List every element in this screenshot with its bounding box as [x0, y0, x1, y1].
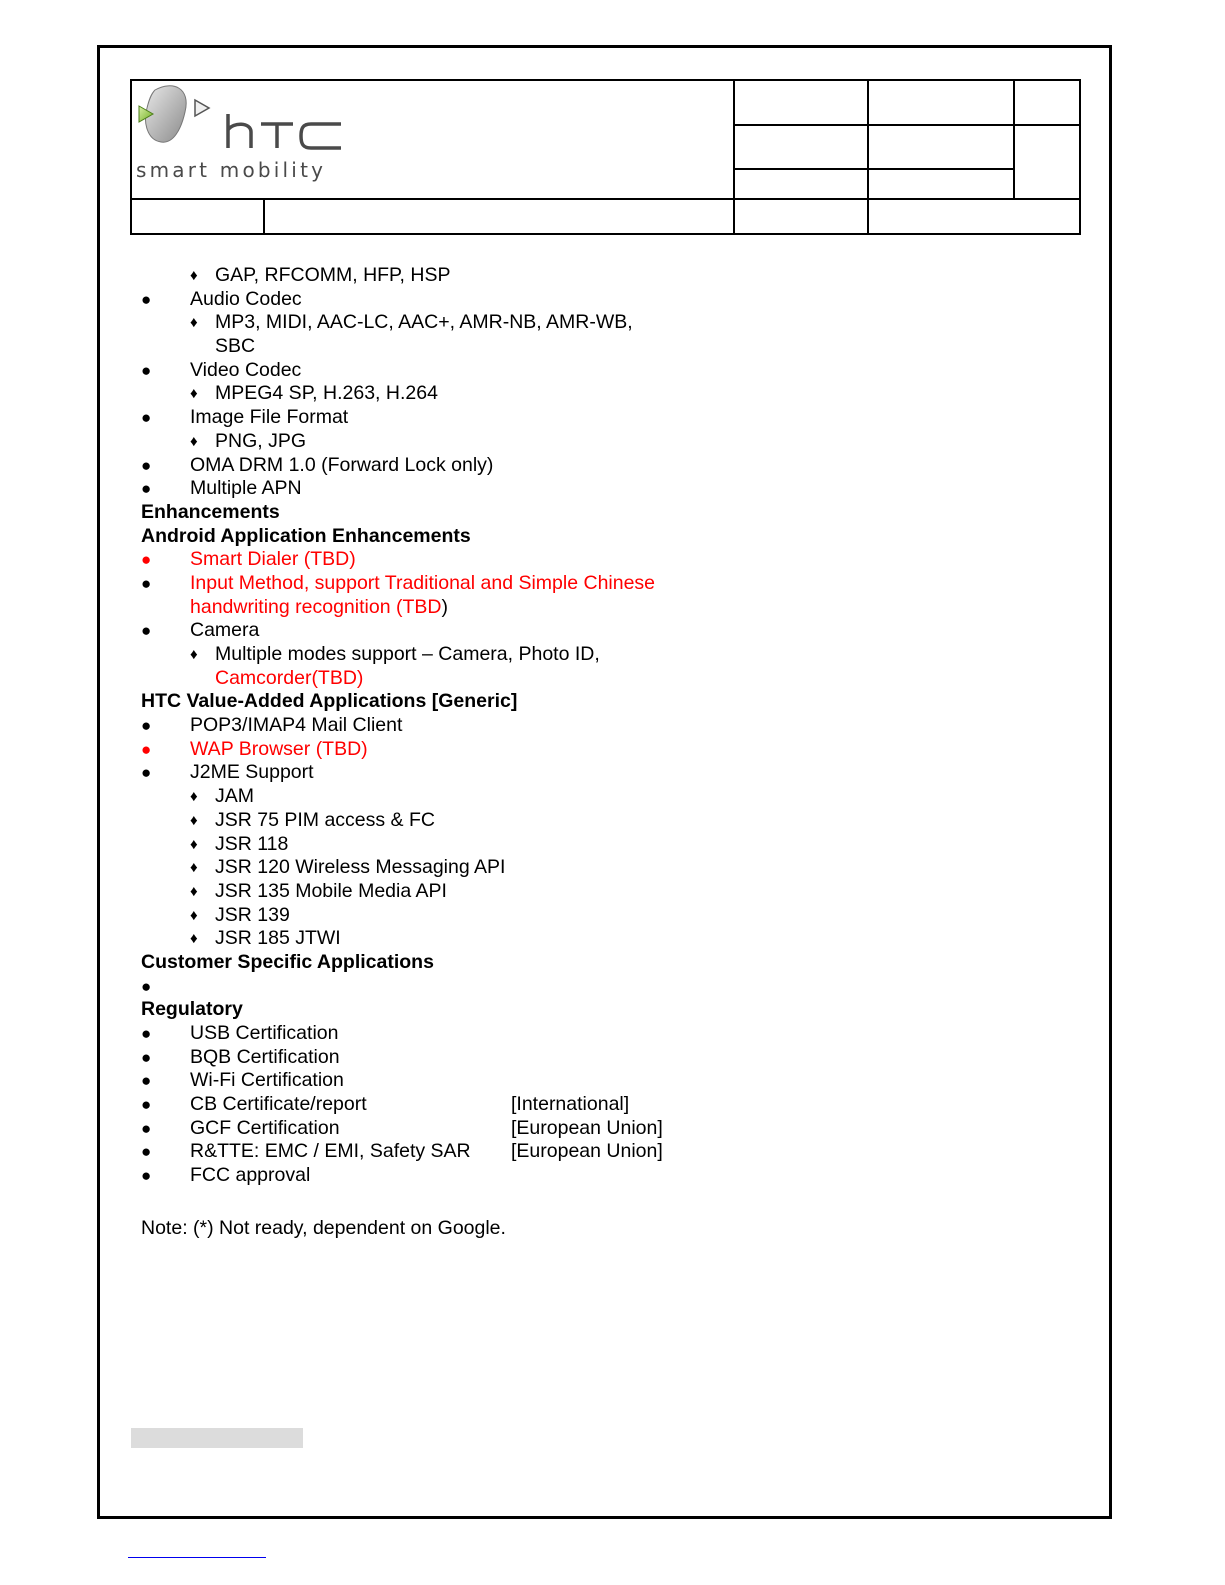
item-text [215, 809, 435, 833]
item-text [141, 951, 434, 975]
item-label: Camcorder(TBD) [215, 666, 364, 689]
bullet-icon: ● [141, 1142, 152, 1162]
item-label: MPEG4 SP, H.263, H.264 [215, 382, 438, 405]
list-item [141, 477, 1041, 501]
bullet-icon: ● [141, 716, 152, 736]
list-item [141, 1164, 1041, 1188]
item-label: Android Application Enhancements [141, 524, 471, 547]
footnote: Note: (*) Not ready, dependent on Google. [141, 1217, 506, 1239]
region-label: [International] [511, 1093, 630, 1116]
section-heading [141, 501, 1041, 525]
diamond-bullet-icon: ♦ [190, 835, 198, 853]
item-text [190, 596, 448, 620]
diamond-bullet-icon: ♦ [190, 385, 198, 403]
item-label: JSR 118 [215, 832, 289, 855]
htc-tagline: smart mobility [136, 158, 327, 182]
item-text [190, 714, 402, 738]
item-label: Audio Codec [190, 287, 302, 310]
bottom-link-underline[interactable] [128, 1557, 266, 1558]
item-label: Regulatory [141, 998, 243, 1021]
item-text [190, 359, 301, 383]
bullet-icon: ● [141, 976, 152, 996]
item-label: GAP, RFCOMM, HFP, HSP [215, 264, 451, 286]
item-text [190, 738, 368, 762]
item-text [215, 264, 451, 288]
item-text [190, 406, 348, 430]
sub-list-item [141, 856, 1041, 880]
item-label: J2ME Support [190, 761, 314, 784]
item-label: SBC [215, 335, 256, 358]
item-text [190, 477, 302, 501]
item-label: JSR 185 JTWI [215, 927, 341, 950]
item-text [215, 382, 438, 406]
list-item [141, 1140, 1041, 1164]
item-label: Image File Format [190, 406, 349, 429]
section-heading [141, 525, 1041, 549]
item-label: PNG, JPG [215, 429, 307, 452]
item-label: FCC approval [190, 1164, 311, 1187]
bullet-icon: ● [141, 479, 152, 499]
bullet-icon: ● [141, 408, 152, 428]
bullet-icon: ● [141, 289, 152, 309]
item-label: JAM [215, 785, 254, 808]
htc-logo-mark-icon [133, 82, 348, 162]
bullet-icon: ● [141, 573, 152, 593]
sub-list-item [141, 430, 1041, 454]
bullet-icon: ● [141, 550, 152, 570]
list-item-continuation [141, 596, 1041, 620]
item-text [190, 1093, 367, 1117]
item-label: Multiple APN [190, 477, 302, 500]
item-text [190, 1164, 310, 1188]
item-label: USB Certification [190, 1022, 339, 1044]
item-label: MP3, MIDI, AAC-LC, AAC+, AMR-NB, AMR-WB, [215, 311, 633, 334]
list-item [141, 454, 1041, 478]
bullet-icon: ● [141, 455, 152, 475]
item-label-tail: ) [441, 595, 448, 618]
sub-list-item [141, 382, 1041, 406]
diamond-bullet-icon: ♦ [190, 930, 198, 948]
item-label: HTC Value-Added Applications [Generic] [141, 690, 518, 713]
list-item [141, 288, 1041, 312]
diamond-bullet-icon: ♦ [190, 811, 198, 829]
bullet-icon: ● [141, 1095, 152, 1115]
list-item-continuation [141, 667, 1041, 691]
list-item [141, 714, 1041, 738]
item-text [141, 998, 243, 1022]
sub-list-item [141, 904, 1041, 928]
item-text [190, 1046, 340, 1070]
item-label: Camera [190, 619, 260, 642]
item-text [141, 525, 471, 549]
item-text [215, 311, 633, 335]
item-label: JSR 75 PIM access & FC [215, 808, 435, 831]
section-heading [141, 690, 1041, 714]
diamond-bullet-icon: ♦ [190, 859, 198, 877]
list-item [141, 1117, 1041, 1141]
bullet-icon: ● [141, 1166, 152, 1186]
item-label: POP3/IMAP4 Mail Client [190, 714, 403, 737]
diamond-bullet-icon: ♦ [190, 788, 198, 806]
region-label: [European Union] [511, 1116, 663, 1139]
sub-list-item [141, 833, 1041, 857]
bullet-icon: ● [141, 1118, 152, 1138]
list-item [141, 1046, 1041, 1070]
list-item [141, 1022, 1041, 1046]
bullet-icon: ● [141, 1071, 152, 1091]
section-heading [141, 951, 1041, 975]
item-text [215, 335, 255, 359]
item-text [190, 454, 493, 478]
sub-list-item [141, 785, 1041, 809]
item-text [190, 1022, 338, 1046]
item-text [215, 856, 505, 880]
item-text [215, 430, 306, 454]
list-item [141, 572, 1041, 596]
item-text [215, 667, 363, 691]
item-label: CB Certificate/report [190, 1093, 367, 1116]
list-item [141, 738, 1041, 762]
item-label: JSR 120 Wireless Messaging API [215, 856, 506, 879]
item-text [215, 904, 290, 928]
item-label: GCF Certification [190, 1116, 340, 1139]
item-label: JSR 139 [215, 903, 290, 926]
item-label: Video Codec [190, 358, 302, 381]
item-text [215, 927, 341, 951]
item-label: Enhancements [141, 500, 280, 523]
bullet-icon: ● [141, 360, 152, 380]
list-item [141, 619, 1041, 643]
item-text [215, 880, 447, 904]
diamond-bullet-icon: ♦ [190, 314, 198, 332]
item-text [190, 1140, 471, 1164]
sub-list-item [141, 809, 1041, 833]
region-label: [European Union] [511, 1140, 663, 1163]
item-label: WAP Browser (TBD) [190, 737, 368, 760]
diamond-bullet-icon: ♦ [190, 882, 198, 900]
list-item [141, 761, 1041, 785]
item-text [141, 690, 517, 714]
list-item [141, 406, 1041, 430]
item-label: Smart Dialer (TBD) [190, 548, 356, 571]
list-item [141, 548, 1041, 572]
item-label: Customer Specific Applications [141, 950, 434, 973]
sub-list-item [141, 927, 1041, 951]
item-label: Input Method, support Traditional and Simple Chinese [190, 571, 656, 594]
bullet-icon: ● [141, 1047, 152, 1067]
bullet-icon: ● [141, 763, 152, 783]
section-heading [141, 998, 1041, 1022]
list-item-continuation [141, 335, 1041, 359]
document-body [141, 264, 1041, 1188]
item-text [190, 1069, 344, 1093]
list-item [141, 1093, 1041, 1117]
item-label: handwriting recognition (TBD [190, 595, 442, 618]
item-label: R&TTE: EMC / EMI, Safety SAR [190, 1140, 471, 1163]
item-label: JSR 135 Mobile Media API [215, 879, 447, 902]
sub-list-item [141, 311, 1041, 335]
list-item [141, 359, 1041, 383]
diamond-bullet-icon: ♦ [190, 646, 198, 663]
bullet-icon: ● [141, 621, 152, 641]
list-item [141, 1069, 1041, 1093]
item-label: Multiple modes support – Camera, Photo ID, [215, 643, 600, 665]
item-text [190, 761, 314, 785]
item-label: Wi-Fi Certification [190, 1069, 344, 1092]
diamond-bullet-icon: ♦ [190, 267, 198, 284]
item-text [190, 288, 302, 312]
bullet-icon: ● [141, 1024, 152, 1043]
sub-list-item [141, 264, 1041, 288]
diamond-bullet-icon: ♦ [190, 906, 198, 924]
item-text [190, 572, 655, 596]
bullet-icon: ● [141, 739, 152, 759]
diamond-bullet-icon: ♦ [190, 432, 198, 450]
footer-bar [131, 1428, 303, 1448]
item-text [215, 833, 288, 857]
sub-list-item [141, 643, 1041, 667]
item-text [141, 501, 280, 525]
list-item [141, 975, 1041, 999]
item-text [215, 643, 600, 667]
item-text [215, 785, 254, 809]
item-label: OMA DRM 1.0 (Forward Lock only) [190, 453, 494, 476]
item-text [190, 1117, 340, 1141]
item-text [190, 619, 259, 643]
sub-list-item [141, 880, 1041, 904]
item-label: BQB Certification [190, 1045, 340, 1068]
item-text [190, 548, 356, 572]
